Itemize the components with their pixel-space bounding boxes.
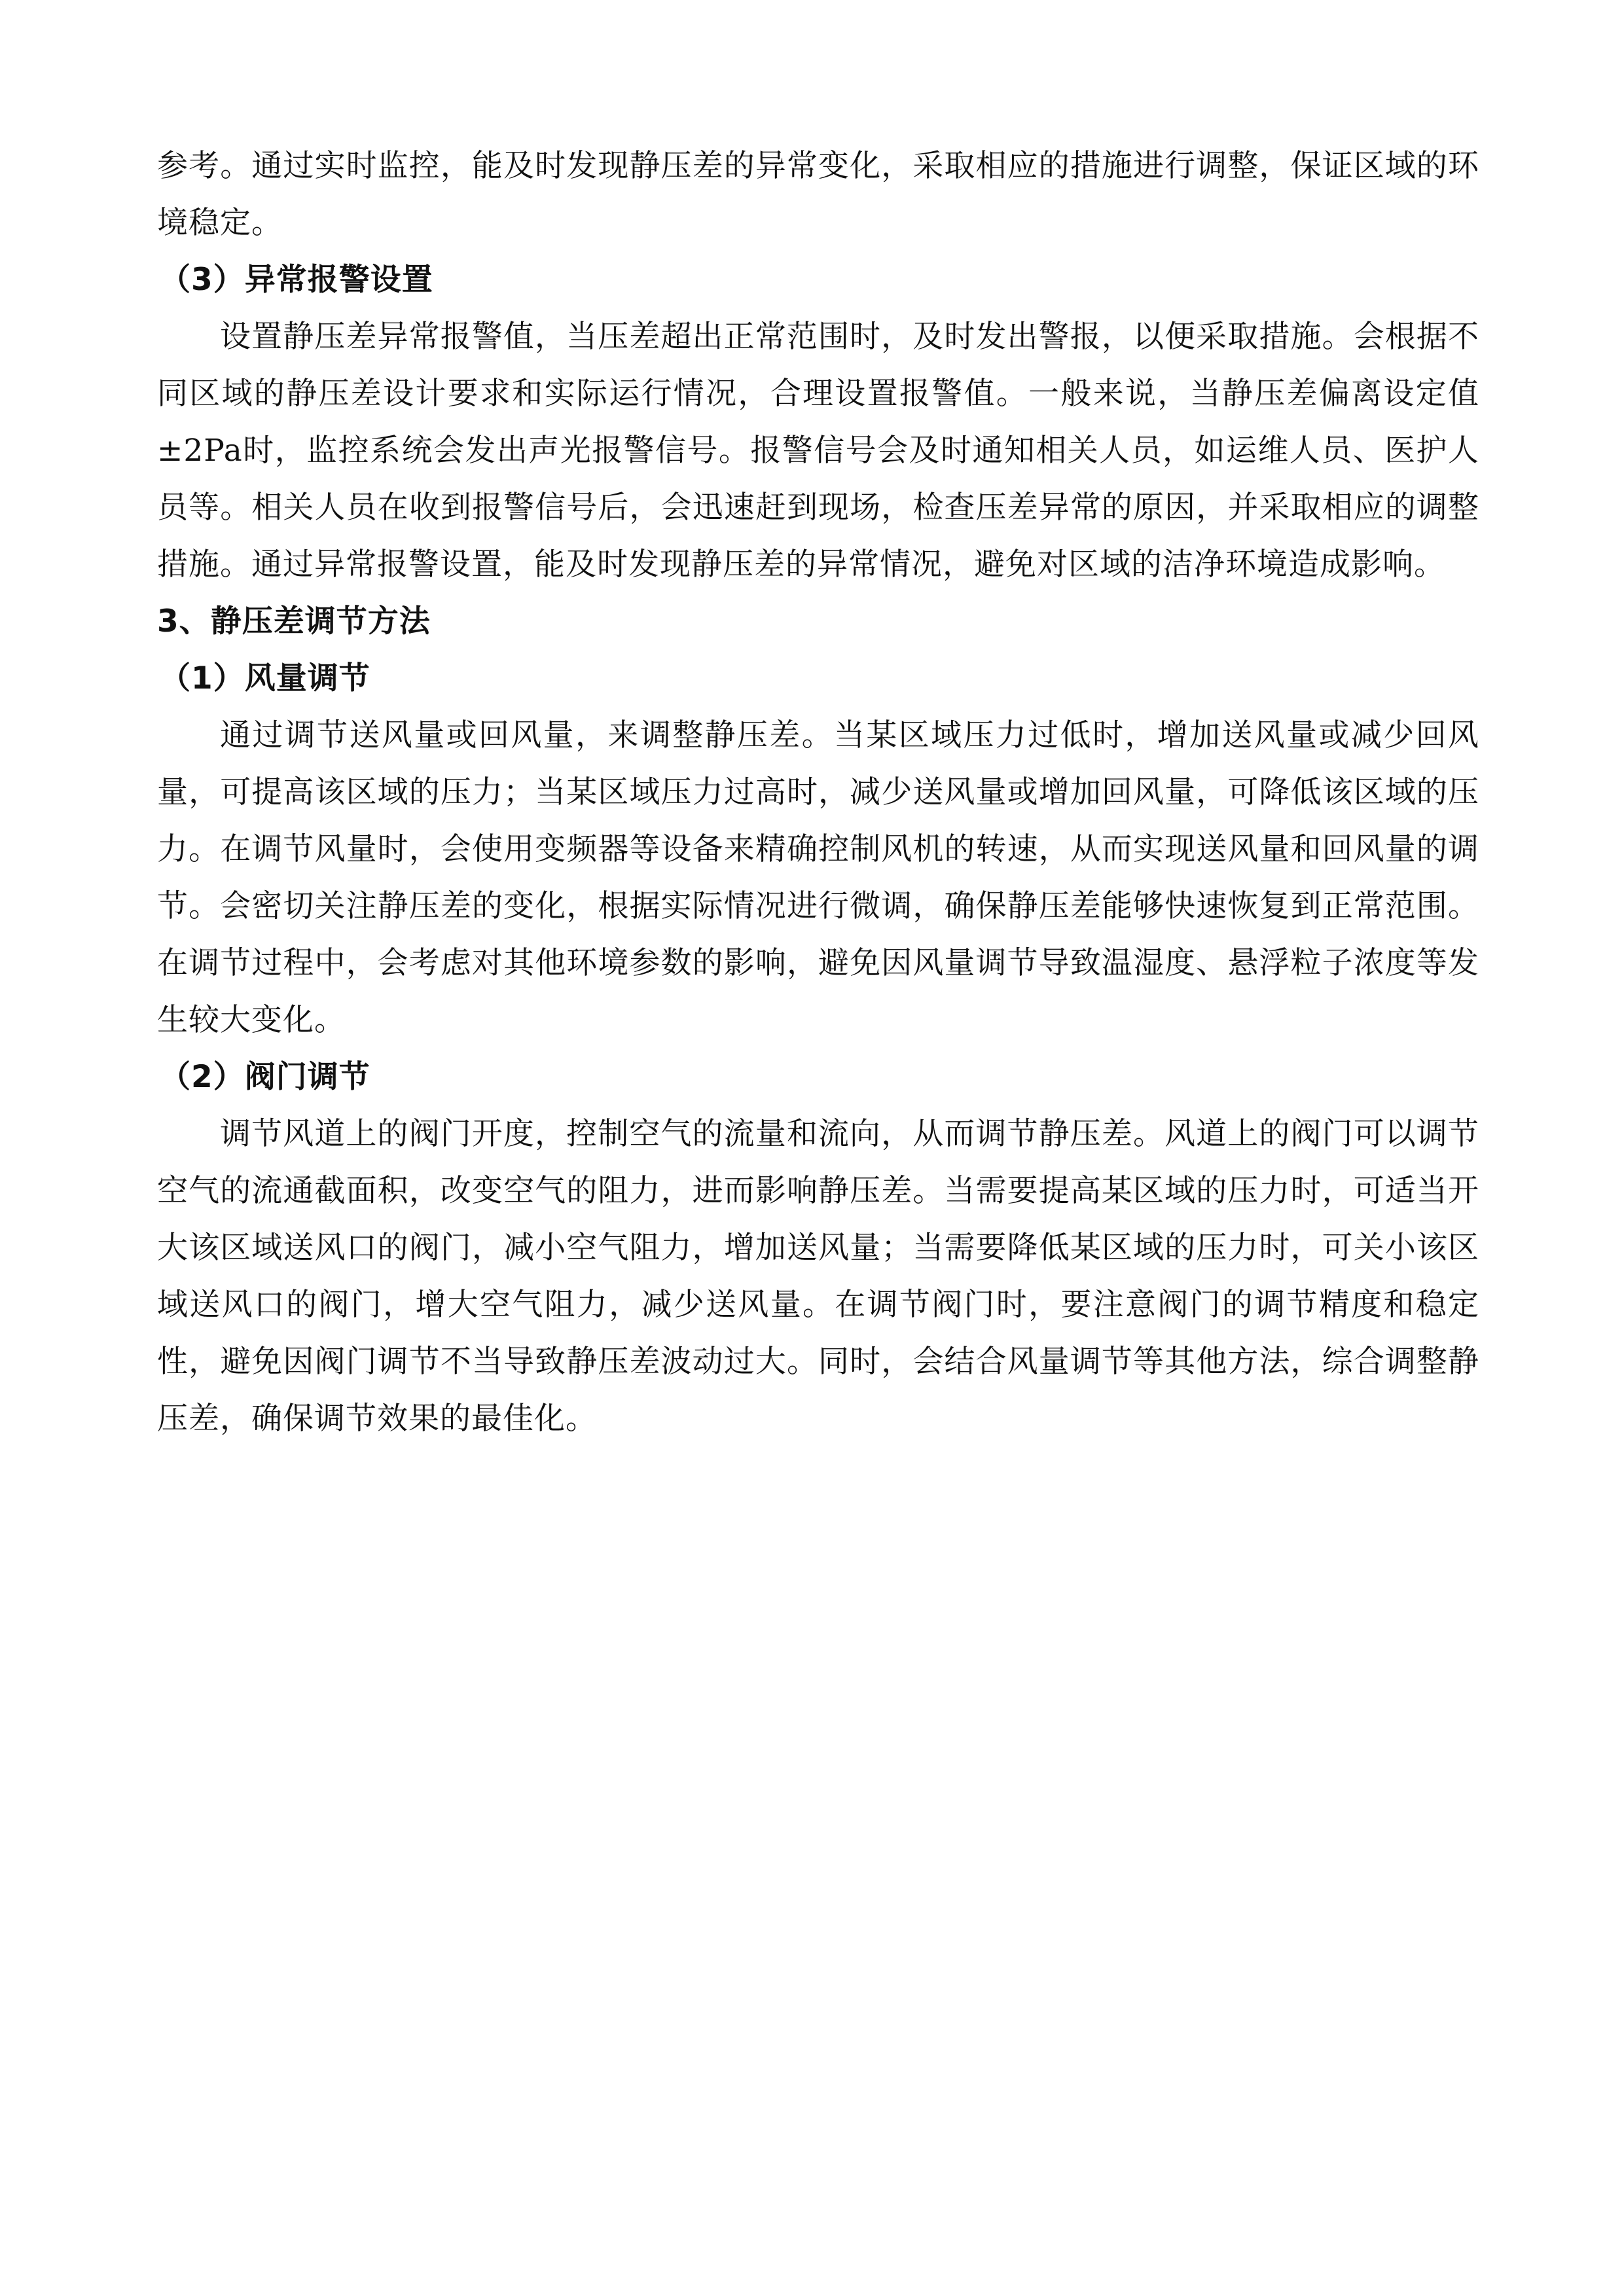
heading-valve-adjustment: （2）阀门调节 — [160, 1059, 370, 1095]
document-body — [157, 137, 1479, 1447]
paragraph-valve-adjustment: 调节风道上的阀门开度，控制空气的流量和流向，从而调节静压差。风道上的阀门可以调节空气的流通截面积，改变空气的阻力，进而影响静压差。当需要提高某区域的压力时，可适当开大该区域送风口的阀门，减小空气阻力，增加送风量；当需要降低某区域的压力时，可关小该区域送风口的阀门，增大空气阻力，减少送风量。在调节阀门时，要注意阀门的调节精度和稳定性，避免因阀门调节不当导致静压差波动过大。同时，会结合风量调节等其他方法，综合调整静压差，确保调节效果的最佳化。 — [157, 1116, 1479, 1437]
heading-abnormal-alarm-setting: （3）异常报警设置 — [160, 262, 433, 298]
paragraph-monitoring-continuation: 参考。通过实时监控，能及时发现静压差的异常变化，采取相应的措施进行调整，保证区域的环境稳定。 — [157, 148, 1479, 241]
heading-air-volume-adjustment: （1）风量调节 — [160, 660, 370, 696]
paragraph-abnormal-alarm-setting: 设置静压差异常报警值，当压差超出正常范围时，及时发出警报，以便采取措施。会根据不同区域的静压差设计要求和实际运行情况，合理设置报警值。一般来说，当静压差偏离设定值±2Pa时，监控系统会发出声光报警信号。报警信号会及时通知相关人员，如运维人员、医护人员等。相关人员在收到报警信号后，会迅速赶到现场，检查压差异常的原因，并采取相应的调整措施。通过异常报警设置，能及时发现静压差的异常情况，避免对区域的洁净环境造成影响。 — [157, 319, 1479, 583]
heading-static-pressure-adjustment-methods: 3、静压差调节方法 — [157, 603, 431, 639]
paragraph-air-volume-adjustment: 通过调节送风量或回风量，来调整静压差。当某区域压力过低时，增加送风量或减少回风量，可提高该区域的压力；当某区域压力过高时，减少送风量或增加回风量，可降低该区域的压力。在调节风量时，会使用变频器等设备来精确控制风机的转速，从而实现送风量和回风量的调节。会密切关注静压差的变化，根据实际情况进行微调，确保静压差能够快速恢复到正常范围。在调节过程中，会考虑对其他环境参数的影响，避免因风量调节导致温湿度、悬浮粒子浓度等发生较大变化。 — [157, 717, 1479, 1038]
